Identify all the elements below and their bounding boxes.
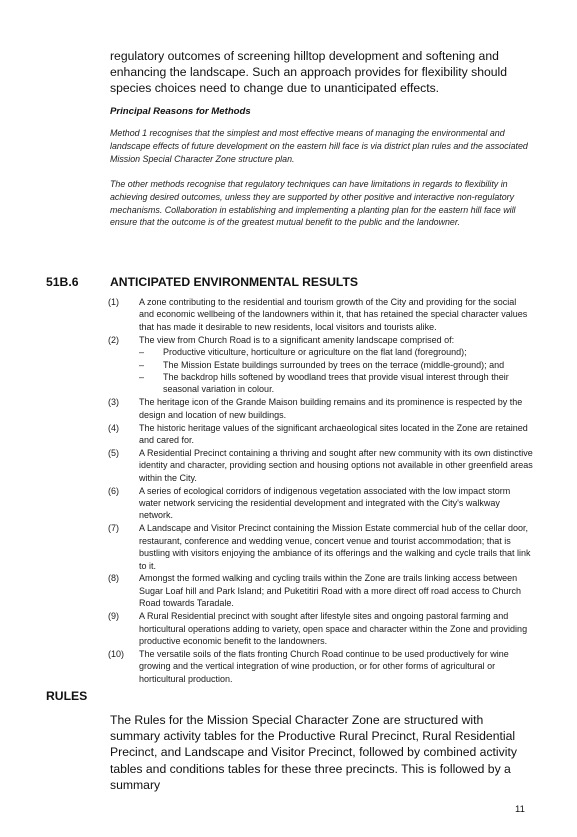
list-item bbox=[108, 572, 533, 609]
list-item-text: A Rural Residential precinct with sought after lifestyle sites and ongoing pastoral farming and horticultural operations adding to variety, open space and character within the Zone and providing productive economic benefit to the landowners. bbox=[139, 611, 528, 646]
list-item bbox=[108, 648, 533, 685]
list-item-number: (2) bbox=[108, 334, 119, 345]
list-item-number: (8) bbox=[108, 573, 119, 584]
rules-heading: RULES bbox=[46, 689, 88, 703]
list-item bbox=[108, 447, 533, 484]
sub-list-item-text: The Mission Estate buildings surrounded by trees on the terrace (middle-ground); and bbox=[163, 359, 505, 370]
page-number: 11 bbox=[515, 804, 525, 815]
list-item-text: The heritage icon of the Grande Maison building remains and its prominence is respected by the design and location of new buildings. bbox=[139, 397, 523, 420]
dash-bullet: – bbox=[139, 347, 145, 358]
list-item bbox=[108, 610, 533, 647]
list-item-number: (6) bbox=[108, 485, 119, 496]
list-item-text: A Residential Precinct containing a thriving and sought after new community with its own distinctive identity and character, providing section and housing options not available in other greenfield areas within the City. bbox=[139, 447, 533, 483]
list-item-number: (5) bbox=[108, 447, 119, 458]
list-item-text: A zone contributing to the residential and tourism growth of the City and providing for the social and economic wellbeing of the landowners within it, that has retained the special character values that has made it desirable to new residents, local visitors and tourists alike. bbox=[139, 297, 528, 332]
sub-list-item bbox=[139, 359, 533, 371]
sub-list-item bbox=[139, 346, 533, 358]
list-item bbox=[108, 334, 533, 396]
list-item-text: Amongst the formed walking and cycling trails within the Zone are trails linking access between Sugar Loaf hill and Park Island; and Puketitiri Road with a more direct off road access to Church Road towards Taradale. bbox=[139, 573, 522, 609]
sub-list-item bbox=[139, 371, 533, 396]
list-item-number: (1) bbox=[108, 297, 119, 307]
section-number: 51B.6 bbox=[46, 275, 79, 289]
intro-paragraph: regulatory outcomes of screening hilltop development and softening and enhancing the landscape. Such an approach provides for flexibility should species choices need to change due to unanticipated effects. bbox=[110, 49, 508, 96]
list-item bbox=[108, 522, 533, 572]
dash-bullet: – bbox=[139, 371, 145, 382]
list-item-number: (3) bbox=[108, 397, 119, 408]
dash-bullet: – bbox=[139, 359, 145, 370]
rules-paragraph: The Rules for the Mission Special Character Zone are structured with summary activity tables for the Productive Rural Precinct, Rural Residential Precinct, and Landscape and Visitor Precinct, followed by combined activity tables and conditions tables for these three precincts. This is followed by a summary bbox=[110, 713, 517, 792]
list-item-text: A series of ecological corridors of indigenous vegetation associated with the low impact storm water network servicing the residential development and integrated with the City's walkway network. bbox=[139, 485, 511, 521]
principal-reasons-paragraph-2: The other methods recognise that regulatory techniques can have limitations in regards to flexibility in achieving desired outcomes, unless they are supported by other positive and interactive non-regulatory mechanisms. Collaboration in establishing and implementing a planting plan for the eastern hill face will ensure that the outcome is of the greatest mutual benefit to the public and the landowner. bbox=[110, 179, 516, 228]
list-item bbox=[108, 422, 533, 447]
sub-list-item-text: The backdrop hills softened by woodland trees that provide visual interest through their seasonal variation in colour. bbox=[163, 371, 509, 395]
list-item-number: (10) bbox=[108, 648, 125, 659]
list-item bbox=[108, 485, 533, 522]
list-item-number: (4) bbox=[108, 422, 119, 433]
section-title: ANTICIPATED ENVIRONMENTAL RESULTS bbox=[110, 275, 359, 289]
list-item bbox=[108, 396, 533, 421]
list-item-text: The versatile soils of the flats fronting Church Road continue to be used productively for wine growing and the vertical integration of wine production, or for other forms of agricultural or horticultural production. bbox=[139, 648, 509, 684]
list-item-text: The historic heritage values of the significant archaeological sites located in the Zone are retained and cared for. bbox=[139, 422, 528, 445]
list-item-number: (9) bbox=[108, 611, 119, 622]
principal-reasons-heading: Principal Reasons for Methods bbox=[110, 106, 251, 117]
list-item-text: A Landscape and Visitor Precinct containing the Mission Estate commercial hub of the cellar door, restaurant, conference and wedding venue, concert venue and tourist accommodation; that is bustling with visitors enjoying the ambiance of its offerings and the walking and cycle trails that link to it. bbox=[139, 523, 531, 571]
list-item-number: (7) bbox=[108, 523, 119, 534]
anticipated-results-list bbox=[108, 296, 533, 686]
list-item bbox=[108, 296, 533, 333]
list-item-text: The view from Church Road is to a significant amenity landscape comprised of: bbox=[139, 334, 455, 345]
principal-reasons-paragraph-1: Method 1 recognises that the simplest and most effective means of managing the environmental and landscape effects of future development on the eastern hill face is via district plan rules and the associated Mission Special Character Zone structure plan. bbox=[110, 128, 528, 164]
sub-list-item-text: Productive viticulture, horticulture or agriculture on the flat land (foreground); bbox=[163, 347, 467, 358]
